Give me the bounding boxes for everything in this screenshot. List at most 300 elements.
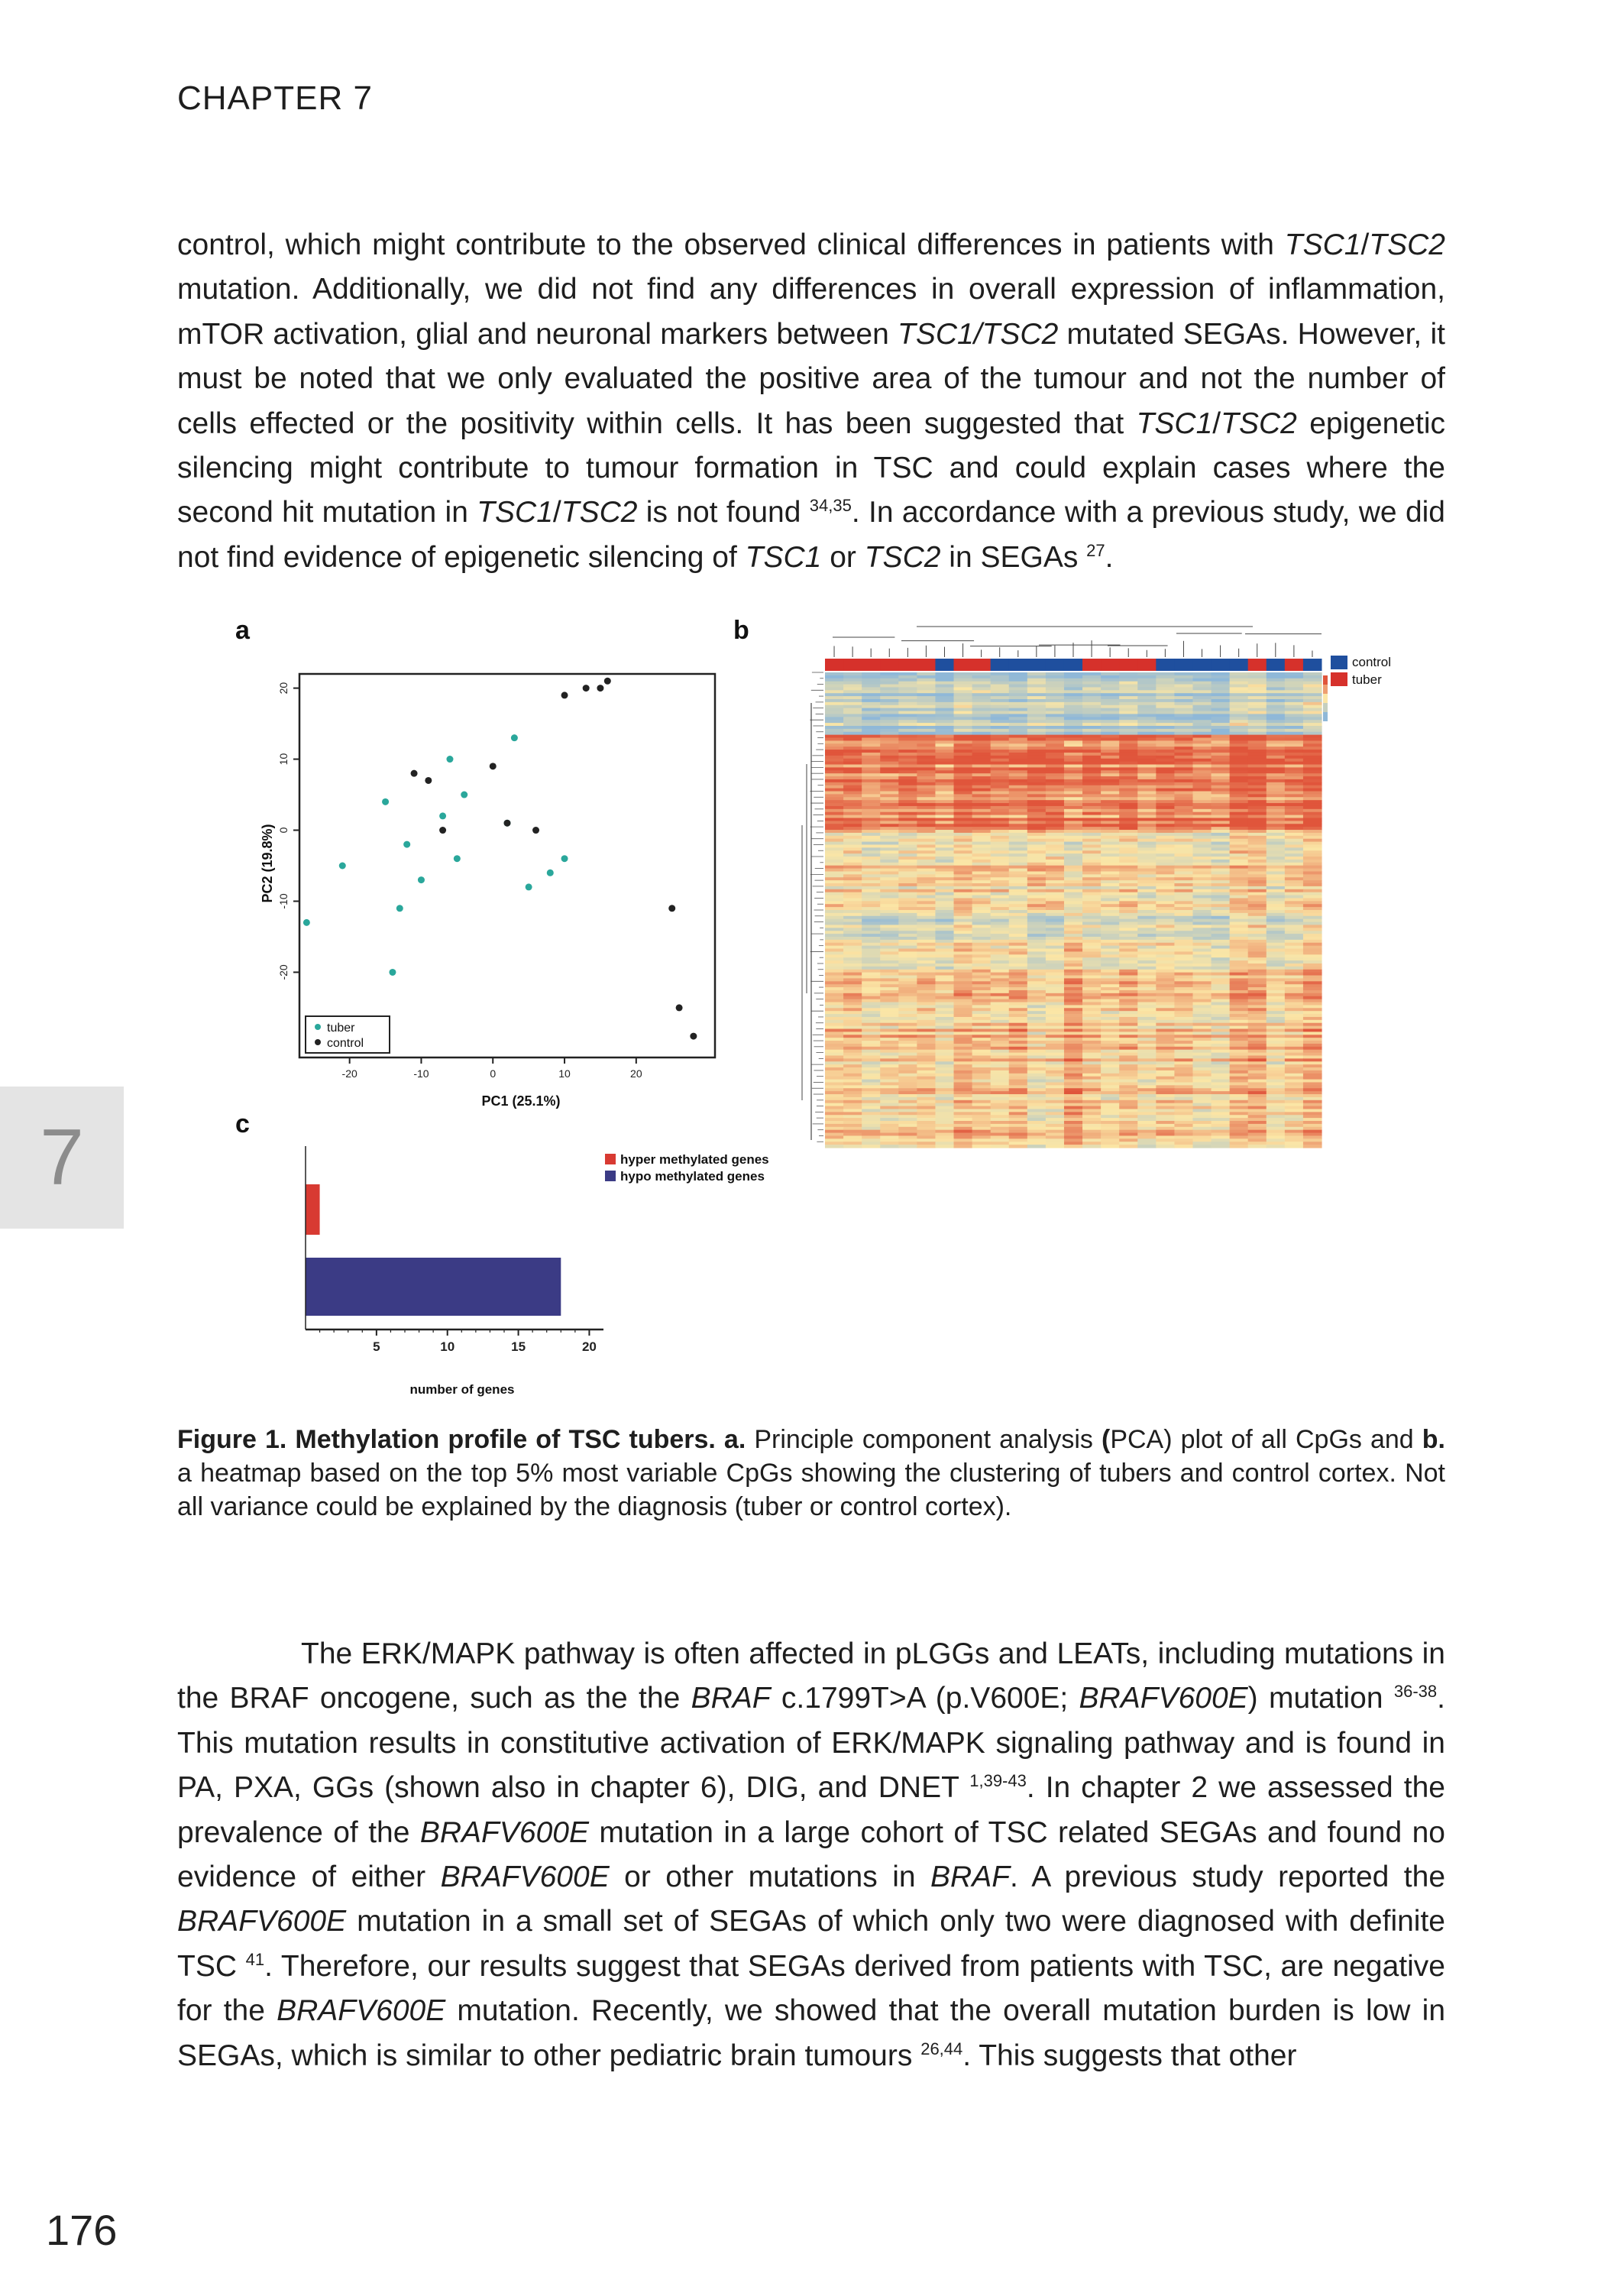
heatmap-cell: [1064, 937, 1083, 940]
heatmap-cell: [1303, 776, 1322, 779]
heatmap-cell: [1267, 910, 1286, 913]
heatmap-cell: [862, 934, 881, 937]
heatmap-cell: [935, 957, 954, 960]
heatmap-cell: [1248, 910, 1267, 913]
heatmap-cell: [1009, 705, 1028, 708]
heatmap-cell: [935, 750, 954, 753]
heatmap-cell: [972, 740, 992, 743]
heatmap-cell: [1027, 682, 1047, 685]
heatmap-cell: [1119, 740, 1138, 743]
heatmap-cell: [825, 889, 844, 892]
heatmap-cell: [1230, 839, 1249, 842]
heatmap-cell: [1156, 770, 1175, 773]
heatmap-cell: [825, 675, 844, 679]
heatmap-cell: [825, 1070, 844, 1074]
heatmap-cell: [1027, 954, 1047, 957]
heatmap-cell: [991, 696, 1010, 699]
body-paragraph-1: [177, 223, 1445, 580]
heatmap-cell: [1285, 931, 1304, 934]
heatmap-cell: [1009, 928, 1028, 931]
heatmap-cell: [898, 877, 917, 880]
heatmap-cell: [972, 803, 992, 806]
heatmap-cell: [880, 984, 899, 987]
heatmap-cell: [1285, 1130, 1304, 1133]
heatmap-cell: [1303, 806, 1322, 809]
heatmap-cell: [1192, 857, 1212, 860]
heatmap-cell: [1082, 1050, 1102, 1053]
heatmap-cell: [1064, 782, 1083, 785]
heatmap-cell: [1174, 1112, 1193, 1115]
heatmap-cell: [1027, 1077, 1047, 1080]
heatmap-cell: [1009, 931, 1028, 934]
data-point-tuber: [303, 919, 310, 926]
heatmap-cell: [1027, 1026, 1047, 1029]
heatmap-cell: [1248, 1067, 1267, 1070]
heatmap-cell: [862, 943, 881, 946]
heatmap-cell: [825, 1080, 844, 1083]
heatmap-cell: [1248, 672, 1267, 675]
heatmap-cell: [1101, 904, 1120, 907]
heatmap-cell: [843, 898, 862, 901]
heatmap-cell: [1027, 797, 1047, 800]
heatmap-cell: [1082, 782, 1102, 785]
heatmap-cell: [1046, 696, 1065, 699]
heatmap-cell: [1101, 896, 1120, 899]
data-point-control: [490, 763, 497, 769]
heatmap-cell: [1174, 1121, 1193, 1124]
heatmap-cell: [935, 898, 954, 901]
heatmap-cell: [1137, 1142, 1157, 1145]
heatmap-cell: [954, 964, 973, 967]
heatmap-cell: [1101, 1130, 1120, 1133]
heatmap-cell: [1248, 860, 1267, 863]
heatmap-cell: [935, 833, 954, 836]
heatmap-cell: [1174, 866, 1193, 869]
heatmap-cell: [1230, 1088, 1249, 1091]
heatmap-cell: [935, 1038, 954, 1041]
heatmap-cell: [1174, 913, 1193, 916]
heatmap-cell: [898, 767, 917, 770]
heatmap-cell: [898, 1091, 917, 1094]
heatmap-cell: [898, 821, 917, 824]
heatmap-cell: [1267, 1070, 1286, 1074]
heatmap-cell: [1192, 1017, 1212, 1020]
heatmap-cell: [1082, 999, 1102, 1002]
heatmap-cell: [1137, 815, 1157, 818]
heatmap-cell: [972, 732, 992, 735]
heatmap-cell: [954, 794, 973, 797]
heatmap-cell: [898, 1142, 917, 1145]
heatmap-cell: [880, 693, 899, 696]
heatmap-cell: [862, 922, 881, 925]
heatmap-cell: [935, 735, 954, 738]
heatmap-cell: [1230, 1026, 1249, 1029]
heatmap-cell: [880, 842, 899, 845]
heatmap-cell: [880, 687, 899, 690]
heatmap-cell: [972, 800, 992, 803]
heatmap-cell: [935, 762, 954, 765]
heatmap-cell: [1267, 679, 1286, 682]
heatmap-cell: [972, 951, 992, 954]
heatmap-cell: [1137, 1064, 1157, 1067]
heatmap-cell: [1285, 1085, 1304, 1088]
heatmap-cell: [1248, 919, 1267, 922]
heatmap-cell: [1009, 827, 1028, 830]
heatmap-cell: [917, 871, 936, 874]
heatmap-cell: [1046, 711, 1065, 714]
heatmap-cell: [1248, 776, 1267, 779]
heatmap-cell: [1137, 928, 1157, 931]
heatmap-cell: [972, 682, 992, 685]
heatmap-cell: [972, 785, 992, 789]
heatmap-cell: [1027, 981, 1047, 984]
heatmap-cell: [954, 1097, 973, 1100]
heatmap-cell: [1064, 1044, 1083, 1047]
heatmap-cell: [1174, 1067, 1193, 1070]
heatmap-cell: [1082, 723, 1102, 726]
heatmap-cell: [1267, 898, 1286, 901]
heatmap-cell: [991, 1142, 1010, 1145]
heatmap-cell: [1046, 898, 1065, 901]
heatmap-cell: [1064, 844, 1083, 847]
heatmap-cell: [1156, 743, 1175, 747]
heatmap-cell: [1303, 759, 1322, 762]
heatmap-cell: [954, 1082, 973, 1085]
heatmap-cell: [1009, 957, 1028, 960]
heatmap-cell: [1009, 922, 1028, 925]
heatmap-cell: [917, 967, 936, 970]
heatmap-cell: [972, 869, 992, 872]
heatmap-cell: [880, 844, 899, 847]
heatmap-cell: [1267, 1145, 1286, 1148]
heatmap-cell: [1137, 937, 1157, 940]
heatmap-cell: [1101, 860, 1120, 863]
heatmap-cell: [898, 993, 917, 996]
heatmap-cell: [843, 916, 862, 919]
heatmap-cell: [1248, 702, 1267, 705]
heatmap-cell: [1174, 1032, 1193, 1035]
heatmap-cell: [1192, 693, 1212, 696]
heatmap-cell: [1285, 1061, 1304, 1064]
heatmap-cell: [1009, 937, 1028, 940]
heatmap-cell: [1230, 967, 1249, 970]
heatmap-cell: [1156, 957, 1175, 960]
heatmap-cell: [1248, 726, 1267, 729]
heatmap-cell: [898, 1094, 917, 1097]
heatmap-cell: [1303, 871, 1322, 874]
heatmap-cell: [1082, 740, 1102, 743]
text-run: mutation in a large cohort of TSC related SEGAs and found no evidence of either: [177, 1815, 1445, 1894]
heatmap-cell: [917, 1121, 936, 1124]
heatmap-cell: [1174, 981, 1193, 984]
heatmap-cell: [972, 1026, 992, 1029]
heatmap-cell: [1064, 726, 1083, 729]
heatmap-cell: [1248, 960, 1267, 964]
heatmap-cell: [898, 717, 917, 720]
heatmap-cell: [1027, 782, 1047, 785]
heatmap-cell: [935, 672, 954, 675]
heatmap-cell: [1285, 996, 1304, 999]
heatmap-cell: [917, 1109, 936, 1112]
heatmap-cell: [1009, 815, 1028, 818]
heatmap-legend-control: control: [1352, 655, 1392, 669]
heatmap-cell: [972, 860, 992, 863]
heatmap-cell: [1082, 886, 1102, 889]
heatmap-cell: [1137, 1002, 1157, 1006]
heatmap-cell: [1156, 1064, 1175, 1067]
heatmap-cell: [954, 711, 973, 714]
heatmap-cell: [1082, 1082, 1102, 1085]
heatmap-cell: [1212, 1112, 1231, 1115]
heatmap-cell: [972, 792, 992, 795]
heatmap-cell: [1303, 922, 1322, 925]
heatmap-cell: [1212, 1085, 1231, 1088]
heatmap-cell: [954, 770, 973, 773]
heatmap-cell: [1267, 916, 1286, 919]
heatmap-cell: [972, 928, 992, 931]
heatmap-cell: [825, 1097, 844, 1100]
heatmap-cell: [1082, 738, 1102, 741]
heatmap-cell: [935, 679, 954, 682]
heatmap-cell: [1267, 1008, 1286, 1011]
heatmap-cell: [1119, 827, 1138, 830]
heatmap-cell: [917, 1142, 936, 1145]
heatmap-cell: [1027, 738, 1047, 741]
heatmap-cell: [1285, 937, 1304, 940]
heatmap-cell: [1192, 1133, 1212, 1136]
heatmap-cell: [862, 904, 881, 907]
heatmap-cell: [1230, 833, 1249, 836]
heatmap-cell: [843, 913, 862, 916]
text-run: or other mutations in: [609, 1861, 931, 1894]
heatmap-cell: [991, 824, 1010, 827]
heatmap-cell: [1046, 735, 1065, 738]
heatmap-cell: [1192, 957, 1212, 960]
heatmap-cell: [954, 844, 973, 847]
heatmap-cell: [954, 1088, 973, 1091]
heatmap-cell: [935, 839, 954, 842]
heatmap-cell: [917, 1127, 936, 1130]
heatmap-cell: [1009, 999, 1028, 1002]
heatmap-cell: [1082, 866, 1102, 869]
heatmap-cell: [1174, 1002, 1193, 1006]
heatmap-cell: [1285, 782, 1304, 785]
heatmap-cell: [1174, 699, 1193, 702]
heatmap-cell: [1212, 880, 1231, 883]
heatmap-cell: [1027, 886, 1047, 889]
heatmap-cell: [1137, 1044, 1157, 1047]
heatmap-cell: [1064, 1011, 1083, 1014]
heatmap-cell: [1137, 853, 1157, 857]
heatmap-cell: [1046, 970, 1065, 973]
heatmap-cell: [1101, 1029, 1120, 1032]
heatmap-cell: [1230, 1008, 1249, 1011]
heatmap-cell: [1101, 970, 1120, 973]
heatmap-cell: [954, 1103, 973, 1106]
heatmap-cell: [1009, 800, 1028, 803]
heatmap-cell: [935, 1070, 954, 1074]
heatmap-cell: [1137, 1112, 1157, 1115]
heatmap-cell: [972, 853, 992, 857]
heatmap-cell: [1119, 705, 1138, 708]
heatmap-cell: [1248, 1103, 1267, 1106]
heatmap-cell: [954, 762, 973, 765]
heatmap-cell: [1267, 794, 1286, 797]
heatmap-cell: [825, 767, 844, 770]
heatmap-cell: [935, 880, 954, 883]
heatmap-cell: [1009, 708, 1028, 711]
heatmap-cell: [1101, 1067, 1120, 1070]
heatmap-cell: [1248, 1115, 1267, 1118]
heatmap-cell: [1303, 762, 1322, 765]
heatmap-cell: [1137, 1077, 1157, 1080]
heatmap-cell: [880, 818, 899, 821]
heatmap-cell: [972, 794, 992, 797]
heatmap-cell: [954, 931, 973, 934]
heatmap-cell: [1174, 708, 1193, 711]
heatmap-cell: [1285, 973, 1304, 976]
heatmap-cell: [825, 773, 844, 776]
heatmap-cell: [935, 821, 954, 824]
heatmap-cell: [1192, 1135, 1212, 1138]
heatmap-cell: [1082, 847, 1102, 850]
heatmap-cell: [898, 1064, 917, 1067]
heatmap-cell: [1082, 711, 1102, 714]
heatmap-cell: [862, 960, 881, 964]
heatmap-cell: [1174, 999, 1193, 1002]
heatmap-cell: [1285, 1032, 1304, 1035]
heatmap-cell: [880, 1142, 899, 1145]
heatmap-cell: [1046, 954, 1065, 957]
heatmap-cell: [898, 738, 917, 741]
heatmap-cell: [1267, 871, 1286, 874]
heatmap-cell: [843, 672, 862, 675]
heatmap-cell: [1027, 990, 1047, 993]
heatmap-cell: [1192, 770, 1212, 773]
heatmap-cell: [862, 1002, 881, 1006]
heatmap-cell: [1064, 1115, 1083, 1118]
heatmap-cell: [1046, 753, 1065, 756]
heatmap-cell: [1046, 1097, 1065, 1100]
pca-x-ticks: [342, 1057, 642, 1080]
heatmap-cell: [1230, 1005, 1249, 1008]
heatmap-cell: [825, 1023, 844, 1026]
heatmap-cell: [1137, 1050, 1157, 1053]
heatmap-cell: [1046, 993, 1065, 996]
heatmap-cell: [1046, 871, 1065, 874]
heatmap-cell: [1285, 928, 1304, 931]
heatmap-cell: [1027, 720, 1047, 723]
heatmap-cell: [1285, 708, 1304, 711]
heatmap-cell: [1248, 1011, 1267, 1014]
heatmap-cell: [825, 1050, 844, 1053]
heatmap-cell: [1156, 896, 1175, 899]
heatmap-cell: [1248, 1127, 1267, 1130]
heatmap-cell: [1119, 743, 1138, 747]
heatmap-cell: [1137, 738, 1157, 741]
heatmap-cell: [917, 675, 936, 679]
heatmap-cell: [1174, 940, 1193, 943]
heatmap-cell: [1285, 1014, 1304, 1017]
heatmap-cell: [1230, 1044, 1249, 1047]
heatmap-cell: [843, 1094, 862, 1097]
heatmap-cell: [880, 1088, 899, 1091]
heatmap-cell: [1285, 1077, 1304, 1080]
heatmap-cell: [917, 1002, 936, 1006]
heatmap-cell: [825, 967, 844, 970]
heatmap-cell: [825, 892, 844, 896]
heatmap-cell: [1192, 1023, 1212, 1026]
heatmap-cell: [1046, 1109, 1065, 1112]
heatmap-cell: [843, 1058, 862, 1061]
heatmap-cell: [1212, 1050, 1231, 1053]
heatmap-cell: [1303, 1103, 1322, 1106]
heatmap-cell: [862, 1091, 881, 1094]
heatmap-cell: [991, 937, 1010, 940]
heatmap-cell: [1267, 1038, 1286, 1041]
italic-term: BRAF: [691, 1682, 771, 1715]
heatmap-cell: [898, 863, 917, 866]
heatmap-cell: [1137, 1085, 1157, 1088]
heatmap-cell: [935, 993, 954, 996]
heatmap-cell: [991, 672, 1010, 675]
heatmap-cell: [972, 1011, 992, 1014]
heatmap-cell: [880, 943, 899, 946]
heatmap-cell: [880, 847, 899, 850]
heatmap-cell: [972, 830, 992, 833]
citation: 27: [1086, 540, 1105, 560]
heatmap-cell: [935, 1103, 954, 1106]
heatmap-cell: [1119, 943, 1138, 946]
heatmap-cell: [1303, 696, 1322, 699]
heatmap-cell: [917, 1038, 936, 1041]
heatmap-cell: [972, 1032, 992, 1035]
heatmap-cell: [972, 847, 992, 850]
heatmap-cell: [1192, 690, 1212, 693]
heatmap-cell: [1192, 782, 1212, 785]
heatmap-cell: [1156, 922, 1175, 925]
heatmap-cell: [825, 1142, 844, 1145]
heatmap-cell: [1303, 1106, 1322, 1109]
heatmap-cell: [1137, 993, 1157, 996]
heatmap-cell: [1248, 1133, 1267, 1136]
heatmap-cell: [1192, 1124, 1212, 1127]
heatmap-cell: [1192, 990, 1212, 993]
heatmap-cell: [1156, 869, 1175, 872]
heatmap-cell: [862, 1061, 881, 1064]
heatmap-cell: [1082, 1133, 1102, 1136]
heatmap-cell: [1192, 973, 1212, 976]
heatmap-cell: [1174, 1138, 1193, 1142]
annotation-cell-tuber: [1101, 659, 1120, 671]
heatmap-cell: [825, 987, 844, 990]
heatmap-cell: [1174, 883, 1193, 886]
heatmap-cell: [1303, 1077, 1322, 1080]
heatmap-cell: [1285, 1020, 1304, 1023]
heatmap-cell: [898, 904, 917, 907]
heatmap-cell: [1064, 1047, 1083, 1050]
caption-text-1: Principle component analysis: [746, 1425, 1102, 1454]
heatmap-cell: [1119, 1080, 1138, 1083]
heatmap-cell: [1212, 679, 1231, 682]
heatmap-cell: [954, 847, 973, 850]
heatmap-cell: [862, 957, 881, 960]
heatmap-cell: [1285, 830, 1304, 833]
heatmap-cell: [1064, 1124, 1083, 1127]
heatmap-cell: [1192, 946, 1212, 949]
heatmap-cell: [1009, 1145, 1028, 1148]
heatmap-cell: [1267, 1100, 1286, 1103]
